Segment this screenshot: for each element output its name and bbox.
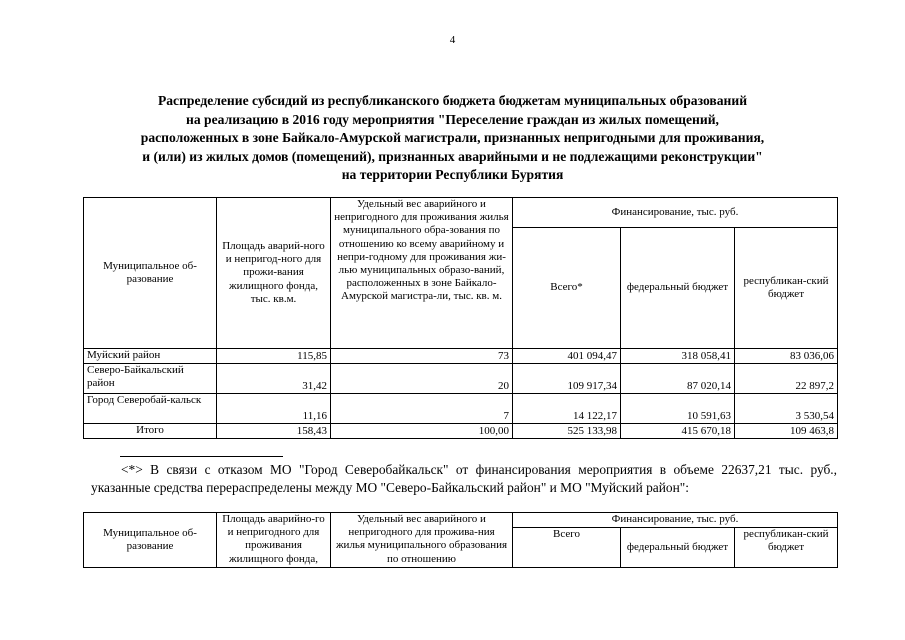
row-share: 20	[331, 364, 513, 394]
footnote-paragraph	[91, 461, 837, 497]
title-line: и (или) из жилых домов (помещений), признанных аварийными и не подлежащими реконструкции"	[142, 148, 763, 164]
header-republican: республикан-ский бюджет	[735, 528, 838, 568]
header-federal: федеральный бюджет	[621, 528, 735, 568]
title-line: на реализацию в 2016 году мероприятия "Переселение граждан из жилых помещений,	[186, 111, 719, 127]
row-federal: 10 591,63	[621, 394, 735, 424]
row-federal: 87 020,14	[621, 364, 735, 394]
row-share: 7	[331, 394, 513, 424]
table-row	[84, 394, 838, 424]
total-federal: 415 670,18	[621, 424, 735, 439]
title-line: Распределение субсидий из республиканского бюджета бюджетам муниципальных образований	[157, 93, 748, 108]
row-municipality: Город Северобай-кальск	[84, 394, 217, 424]
total-total: 525 133,98	[513, 424, 621, 439]
redistribution-table	[83, 512, 838, 568]
row-area: 115,85	[217, 349, 331, 364]
header-republican: республикан-ский бюджет	[735, 228, 838, 349]
table-row	[84, 349, 838, 364]
row-total: 109 917,34	[513, 364, 621, 394]
header-total: Всего	[513, 528, 621, 568]
total-share: 100,00	[331, 424, 513, 439]
row-share: 73	[331, 349, 513, 364]
document-title	[90, 92, 815, 185]
header-total: Всего*	[513, 228, 621, 349]
header-share: Удельный вес аварийного и непригодного для проживания жилья муниципального обра-зования по отношению ко всему аварийному и непри-годному для проживания жи-лью муниципальных образо-ваний, расположенных в зоне Байкало-Амурской магистра-ли, тыс. кв. м.	[331, 198, 513, 349]
header-share: Удельный вес аварийного и непригодного для прожива-ния жилья муниципального образования по отношению	[331, 513, 513, 568]
row-total: 401 094,47	[513, 349, 621, 364]
header-financing: Финансирование, тыс. руб.	[513, 513, 838, 528]
footnote-text: <*> В связи с отказом МО "Город Северобайкальск" от финансирования мероприятия в объеме 22637,21 тыс. руб., указанные средства перераспределены между МО "Северо-Байкальский район" и МО "Муйский район":	[91, 462, 837, 495]
header-area: Площадь аварийно-го и непригодного для проживания жилищного фонда,	[217, 513, 331, 568]
row-republican: 3 530,54	[735, 394, 838, 424]
title-line: расположенных в зоне Байкало-Амурской магистрали, признанных непригодными для проживания,	[140, 130, 765, 145]
subsidy-distribution-table	[83, 197, 838, 439]
header-municipality: Муниципальное об-разование	[84, 198, 217, 349]
header-federal: федеральный бюджет	[621, 228, 735, 349]
row-republican: 83 036,06	[735, 349, 838, 364]
row-total: 14 122,17	[513, 394, 621, 424]
total-republican: 109 463,8	[735, 424, 838, 439]
total-row	[84, 424, 838, 439]
row-area: 11,16	[217, 394, 331, 424]
header-area: Площадь аварий-ного и непригод-ного для прожи-вания жилищного фонда, тыс. кв.м.	[217, 198, 331, 349]
total-area: 158,43	[217, 424, 331, 439]
table-row	[84, 364, 838, 394]
row-republican: 22 897,2	[735, 364, 838, 394]
row-municipality: Северо-Байкальский район	[84, 364, 217, 394]
header-financing: Финансирование, тыс. руб.	[513, 198, 838, 228]
total-label: Итого	[84, 424, 217, 439]
header-municipality: Муниципальное об-разование	[84, 513, 217, 568]
row-area: 31,42	[217, 364, 331, 394]
page-number: 4	[449, 34, 456, 46]
footnote-divider	[120, 456, 283, 457]
row-federal: 318 058,41	[621, 349, 735, 364]
row-municipality: Муйский район	[84, 349, 217, 364]
title-line: на территории Республики Бурятия	[341, 167, 564, 182]
